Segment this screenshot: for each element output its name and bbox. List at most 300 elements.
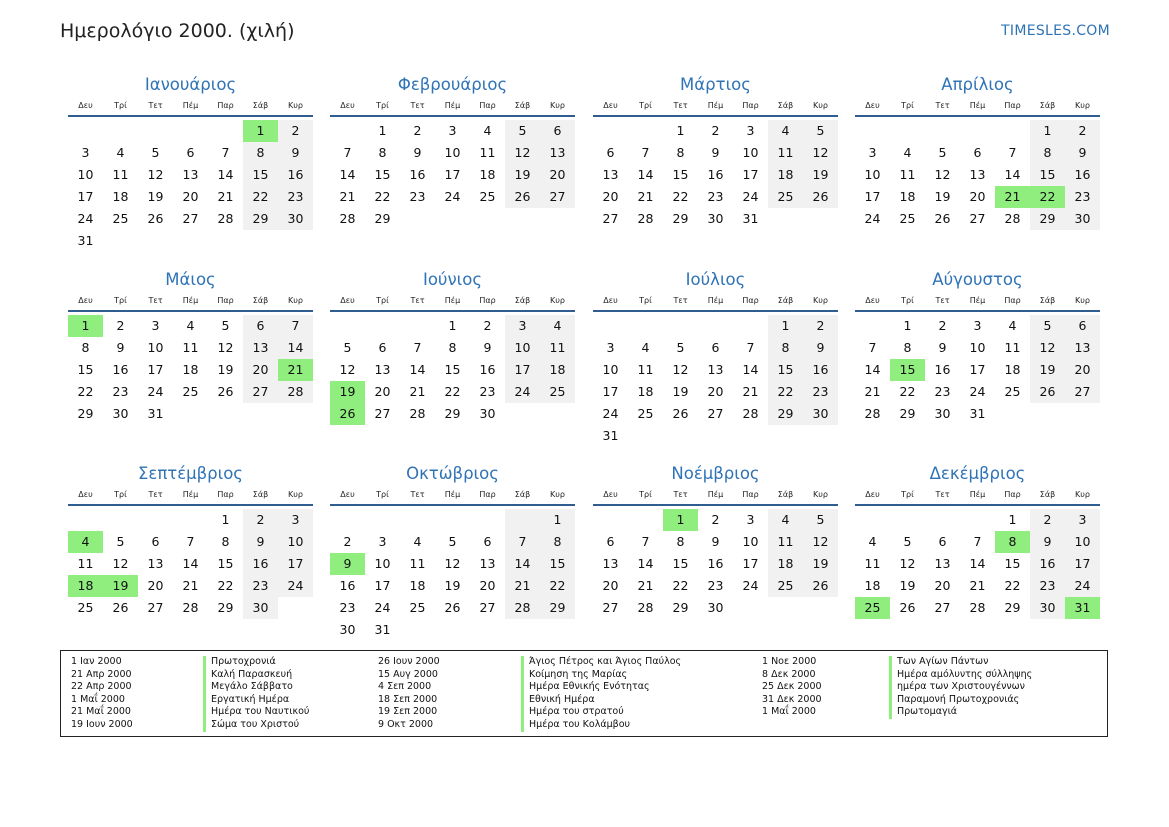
empty-cell xyxy=(855,315,890,337)
day-cell: 6 xyxy=(973,145,982,160)
weekday-label: Παρ xyxy=(1004,296,1021,305)
day-cell: 20 xyxy=(934,578,951,593)
day-cell: 27 xyxy=(243,381,278,403)
day-cell: 9 xyxy=(278,142,313,164)
days-grid xyxy=(68,315,313,425)
day-cell: 16 xyxy=(409,167,426,182)
day-cell: 11 xyxy=(768,531,803,553)
day-cell: 2 xyxy=(413,123,422,138)
page-title: Ημερολόγιο 2000. (χιλή) xyxy=(60,20,295,42)
day-cell: 30 xyxy=(1065,208,1100,230)
day-cell: 22 xyxy=(899,384,916,399)
empty-cell xyxy=(365,315,400,337)
weekday-header xyxy=(68,487,313,506)
day-cell: 3 xyxy=(746,123,755,138)
weekday-label: Τρί xyxy=(376,490,389,499)
day-cell: 25 xyxy=(77,600,94,615)
weekday-header xyxy=(330,293,575,312)
day-cell: 21 xyxy=(864,384,881,399)
day-cell: 30 xyxy=(707,600,724,615)
empty-cell xyxy=(925,509,960,531)
empty-cell xyxy=(103,509,138,531)
day-cell: 11 xyxy=(540,337,575,359)
weekday-label: Τετ xyxy=(148,101,163,110)
day-cell: 8 xyxy=(221,534,230,549)
empty-cell xyxy=(890,509,925,531)
day-cell: 28 xyxy=(278,381,313,403)
weekday-label: Κυρ xyxy=(813,101,828,110)
day-cell: 28 xyxy=(505,597,540,619)
legend-dates xyxy=(762,656,822,719)
day-cell: 18 xyxy=(899,189,916,204)
legend-date: 26 Ιουν 2000 xyxy=(378,656,440,667)
day-cell: 14 xyxy=(217,167,234,182)
weekday-label: Τρί xyxy=(639,296,652,305)
day-cell: 12 xyxy=(147,167,164,182)
day-cell: 13 xyxy=(602,167,619,182)
day-cell: 10 xyxy=(602,362,619,377)
weekday-label: Σάβ xyxy=(777,101,794,110)
empty-cell xyxy=(925,120,960,142)
days-grid xyxy=(593,315,838,447)
day-cell: 30 xyxy=(112,406,129,421)
day-cell: 13 xyxy=(934,556,951,571)
legend-holiday-name: Ημέρα του Ναυτικού xyxy=(203,706,309,719)
weekday-label: Σάβ xyxy=(252,101,269,110)
day-cell: 17 xyxy=(742,556,759,571)
weekday-label: Δευ xyxy=(865,101,880,110)
weekday-label: Τετ xyxy=(148,490,163,499)
holiday-day: 19 xyxy=(330,381,365,403)
day-cell: 15 xyxy=(444,362,461,377)
day-cell: 31 xyxy=(969,406,986,421)
weekday-header xyxy=(593,487,838,506)
weekday-label: Κυρ xyxy=(813,490,828,499)
day-cell: 27 xyxy=(707,406,724,421)
month-block xyxy=(593,74,838,230)
day-cell: 5 xyxy=(803,120,838,142)
day-cell: 8 xyxy=(676,145,685,160)
day-cell: 7 xyxy=(746,340,755,355)
day-cell: 5 xyxy=(448,534,457,549)
day-cell: 9 xyxy=(1065,142,1100,164)
day-cell: 12 xyxy=(112,556,129,571)
day-cell: 12 xyxy=(217,340,234,355)
day-cell: 20 xyxy=(1065,359,1100,381)
day-cell: 8 xyxy=(81,340,90,355)
day-cell: 15 xyxy=(768,359,803,381)
days-grid xyxy=(68,120,313,252)
day-cell: 31 xyxy=(742,211,759,226)
empty-cell xyxy=(470,509,505,531)
month-name: Απρίλιος xyxy=(941,75,1014,94)
day-cell: 13 xyxy=(479,556,496,571)
day-cell: 28 xyxy=(409,406,426,421)
empty-cell xyxy=(400,315,435,337)
day-cell: 31 xyxy=(374,622,391,637)
day-cell: 23 xyxy=(1030,575,1065,597)
day-cell: 21 xyxy=(742,384,759,399)
weekday-label: Δευ xyxy=(603,490,618,499)
weekday-label: Παρ xyxy=(742,490,759,499)
day-cell: 20 xyxy=(147,578,164,593)
day-cell: 27 xyxy=(182,211,199,226)
weekday-label: Τρί xyxy=(114,296,127,305)
holiday-day: 8 xyxy=(995,531,1030,553)
month-name: Σεπτέμβριος xyxy=(138,464,243,483)
weekday-label: Δευ xyxy=(78,101,93,110)
day-cell: 23 xyxy=(479,384,496,399)
day-cell: 10 xyxy=(1065,531,1100,553)
empty-cell xyxy=(995,120,1030,142)
day-cell: 21 xyxy=(182,578,199,593)
weekday-label: Σάβ xyxy=(777,296,794,305)
day-cell: 7 xyxy=(973,534,982,549)
day-cell: 14 xyxy=(278,337,313,359)
day-cell: 3 xyxy=(448,123,457,138)
day-cell: 9 xyxy=(413,145,422,160)
weekday-label: Τετ xyxy=(410,296,425,305)
weekday-label: Τρί xyxy=(639,101,652,110)
weekday-label: Κυρ xyxy=(1075,296,1090,305)
day-cell: 16 xyxy=(479,362,496,377)
day-cell: 19 xyxy=(934,189,951,204)
day-cell: 6 xyxy=(606,145,615,160)
legend-holiday-name: Καλή Παρασκευή xyxy=(203,669,309,682)
day-cell: 13 xyxy=(243,337,278,359)
day-cell: 26 xyxy=(112,600,129,615)
day-cell: 29 xyxy=(768,403,803,425)
holiday-day: 1 xyxy=(243,120,278,142)
weekday-label: Τρί xyxy=(114,490,127,499)
weekday-label: Τρί xyxy=(901,490,914,499)
day-cell: 4 xyxy=(868,534,877,549)
day-cell: 10 xyxy=(444,145,461,160)
day-cell: 2 xyxy=(278,120,313,142)
day-cell: 7 xyxy=(221,145,230,160)
day-cell: 21 xyxy=(409,384,426,399)
day-cell: 11 xyxy=(899,167,916,182)
day-cell: 30 xyxy=(243,597,278,619)
day-cell: 1 xyxy=(378,123,387,138)
day-cell: 16 xyxy=(707,167,724,182)
day-cell: 22 xyxy=(374,189,391,204)
day-cell: 18 xyxy=(540,359,575,381)
day-cell: 24 xyxy=(444,189,461,204)
holiday-day: 18 xyxy=(68,575,103,597)
day-cell: 9 xyxy=(711,534,720,549)
day-cell: 30 xyxy=(934,406,951,421)
day-cell: 31 xyxy=(602,428,619,443)
day-cell: 20 xyxy=(243,359,278,381)
day-cell: 28 xyxy=(637,211,654,226)
day-cell: 3 xyxy=(1065,509,1100,531)
day-cell: 30 xyxy=(1030,597,1065,619)
day-cell: 25 xyxy=(768,575,803,597)
day-cell: 24 xyxy=(505,381,540,403)
month-block xyxy=(68,463,313,619)
day-cell: 4 xyxy=(903,145,912,160)
day-cell: 22 xyxy=(672,189,689,204)
day-cell: 7 xyxy=(186,534,195,549)
day-cell: 2 xyxy=(711,512,720,527)
days-grid xyxy=(593,509,838,619)
month-name: Δεκέμβριος xyxy=(929,464,1026,483)
month-block xyxy=(593,269,838,447)
site-link[interactable]: TIMESLES.COM xyxy=(1001,23,1110,39)
day-cell: 18 xyxy=(1004,362,1021,377)
day-cell: 7 xyxy=(641,145,650,160)
day-cell: 28 xyxy=(637,600,654,615)
day-cell: 26 xyxy=(899,600,916,615)
day-cell: 17 xyxy=(77,189,94,204)
day-cell: 18 xyxy=(768,553,803,575)
legend-holiday-name: Μεγάλο Σάββατο xyxy=(203,681,309,694)
legend-holiday-name: Των Αγίων Πάντων xyxy=(889,656,1032,669)
day-cell: 24 xyxy=(864,211,881,226)
day-cell: 8 xyxy=(243,142,278,164)
day-cell: 9 xyxy=(483,340,492,355)
day-cell: 5 xyxy=(903,534,912,549)
month-block xyxy=(855,74,1100,230)
weekday-label: Πέμ xyxy=(969,101,986,110)
weekday-label: Δευ xyxy=(865,296,880,305)
empty-cell xyxy=(593,120,628,142)
month-name: Ιανουάριος xyxy=(144,75,237,94)
day-cell: 5 xyxy=(151,145,160,160)
weekday-label: Παρ xyxy=(217,296,234,305)
weekday-header xyxy=(330,98,575,117)
day-cell: 12 xyxy=(803,531,838,553)
day-cell: 18 xyxy=(479,167,496,182)
day-cell: 14 xyxy=(742,362,759,377)
day-cell: 25 xyxy=(112,211,129,226)
day-cell: 14 xyxy=(339,167,356,182)
day-cell: 17 xyxy=(505,359,540,381)
day-cell: 17 xyxy=(602,384,619,399)
day-cell: 19 xyxy=(217,362,234,377)
legend-holiday-name: Πρωτομαγιά xyxy=(889,706,1032,719)
weekday-label: Παρ xyxy=(1004,101,1021,110)
day-cell: 24 xyxy=(742,578,759,593)
day-cell: 2 xyxy=(343,534,352,549)
empty-cell xyxy=(628,315,663,337)
day-cell: 15 xyxy=(243,164,278,186)
day-cell: 29 xyxy=(217,600,234,615)
day-cell: 21 xyxy=(969,578,986,593)
day-cell: 20 xyxy=(602,189,619,204)
day-cell: 5 xyxy=(938,145,947,160)
day-cell: 31 xyxy=(77,233,94,248)
weekday-label: Τετ xyxy=(410,101,425,110)
holiday-day: 21 xyxy=(278,359,313,381)
empty-cell xyxy=(628,509,663,531)
day-cell: 15 xyxy=(540,553,575,575)
day-cell: 5 xyxy=(343,340,352,355)
day-cell: 14 xyxy=(409,362,426,377)
day-cell: 26 xyxy=(934,211,951,226)
day-cell: 6 xyxy=(186,145,195,160)
day-cell: 8 xyxy=(903,340,912,355)
day-cell: 2 xyxy=(711,123,720,138)
weekday-label: Τρί xyxy=(376,101,389,110)
day-cell: 13 xyxy=(540,142,575,164)
empty-cell xyxy=(505,509,540,531)
day-cell: 15 xyxy=(217,556,234,571)
day-cell: 5 xyxy=(1030,315,1065,337)
legend-date: 31 Δεκ 2000 xyxy=(762,693,822,705)
day-cell: 14 xyxy=(637,556,654,571)
empty-cell xyxy=(593,315,628,337)
days-grid xyxy=(330,315,575,425)
day-cell: 8 xyxy=(378,145,387,160)
weekday-label: Παρ xyxy=(479,296,496,305)
day-cell: 9 xyxy=(938,340,947,355)
day-cell: 20 xyxy=(182,189,199,204)
day-cell: 18 xyxy=(637,384,654,399)
day-cell: 2 xyxy=(1030,509,1065,531)
day-cell: 29 xyxy=(540,597,575,619)
empty-cell xyxy=(173,120,208,142)
month-block xyxy=(855,269,1100,425)
day-cell: 26 xyxy=(147,211,164,226)
day-cell: 3 xyxy=(606,340,615,355)
legend-holiday-name: Πρωτοχρονιά xyxy=(203,656,309,669)
day-cell: 29 xyxy=(1030,208,1065,230)
day-cell: 16 xyxy=(1065,164,1100,186)
day-cell: 15 xyxy=(672,167,689,182)
days-grid xyxy=(68,509,313,619)
weekday-label: Δευ xyxy=(340,296,355,305)
day-cell: 17 xyxy=(742,167,759,182)
day-cell: 22 xyxy=(672,578,689,593)
month-block xyxy=(68,74,313,252)
weekday-label: Τετ xyxy=(673,296,688,305)
day-cell: 12 xyxy=(672,362,689,377)
weekday-label: Σάβ xyxy=(514,296,531,305)
day-cell: 15 xyxy=(374,167,391,182)
day-cell: 29 xyxy=(374,211,391,226)
day-cell: 21 xyxy=(637,189,654,204)
day-cell: 17 xyxy=(1065,553,1100,575)
day-cell: 12 xyxy=(934,167,951,182)
day-cell: 11 xyxy=(409,556,426,571)
day-cell: 9 xyxy=(711,145,720,160)
weekday-label: Τρί xyxy=(376,296,389,305)
weekday-label: Πέμ xyxy=(182,101,199,110)
legend-date: 25 Δεκ 2000 xyxy=(762,681,822,693)
day-cell: 21 xyxy=(637,578,654,593)
day-cell: 3 xyxy=(973,318,982,333)
day-cell: 20 xyxy=(374,384,391,399)
day-cell: 8 xyxy=(448,340,457,355)
day-cell: 24 xyxy=(147,384,164,399)
day-cell: 14 xyxy=(1004,167,1021,182)
weekday-label: Παρ xyxy=(217,490,234,499)
weekday-label: Κυρ xyxy=(550,101,565,110)
day-cell: 10 xyxy=(77,167,94,182)
weekday-label: Δευ xyxy=(340,101,355,110)
day-cell: 23 xyxy=(339,600,356,615)
weekday-label: Κυρ xyxy=(813,296,828,305)
weekday-label: Πέμ xyxy=(182,490,199,499)
weekday-label: Δευ xyxy=(340,490,355,499)
day-cell: 26 xyxy=(505,186,540,208)
month-block xyxy=(330,74,575,230)
day-cell: 22 xyxy=(444,384,461,399)
day-cell: 6 xyxy=(243,315,278,337)
day-cell: 11 xyxy=(182,340,199,355)
day-cell: 10 xyxy=(147,340,164,355)
day-cell: 24 xyxy=(742,189,759,204)
day-cell: 20 xyxy=(540,164,575,186)
day-cell: 21 xyxy=(339,189,356,204)
month-name: Μάιος xyxy=(165,270,216,289)
day-cell: 16 xyxy=(278,164,313,186)
day-cell: 22 xyxy=(540,575,575,597)
day-cell: 23 xyxy=(707,578,724,593)
day-cell: 4 xyxy=(1008,318,1017,333)
legend-date: 21 Μαΐ 2000 xyxy=(71,706,131,718)
empty-cell xyxy=(890,120,925,142)
day-cell: 27 xyxy=(934,600,951,615)
legend-holiday-name: Παραμονή Πρωτοχρονιάς xyxy=(889,694,1032,707)
day-cell: 27 xyxy=(147,600,164,615)
day-cell: 23 xyxy=(243,575,278,597)
empty-cell xyxy=(330,120,365,142)
days-grid xyxy=(855,120,1100,230)
days-grid xyxy=(330,120,575,230)
weekday-header xyxy=(855,487,1100,506)
day-cell: 6 xyxy=(606,534,615,549)
day-cell: 4 xyxy=(540,315,575,337)
day-cell: 30 xyxy=(339,622,356,637)
day-cell: 2 xyxy=(1065,120,1100,142)
day-cell: 3 xyxy=(868,145,877,160)
empty-cell xyxy=(960,120,995,142)
day-cell: 11 xyxy=(637,362,654,377)
holiday-day: 4 xyxy=(68,531,103,553)
holiday-day: 31 xyxy=(1065,597,1100,619)
day-cell: 16 xyxy=(707,556,724,571)
day-cell: 14 xyxy=(182,556,199,571)
weekday-label: Δευ xyxy=(865,490,880,499)
day-cell: 15 xyxy=(1030,164,1065,186)
legend-date: 1 Μαΐ 2000 xyxy=(762,706,816,718)
day-cell: 7 xyxy=(505,531,540,553)
legend-date: 9 Οκτ 2000 xyxy=(378,718,434,730)
weekday-label: Πέμ xyxy=(182,296,199,305)
weekday-label: Τετ xyxy=(410,490,425,499)
day-cell: 18 xyxy=(768,164,803,186)
day-cell: 27 xyxy=(479,600,496,615)
day-cell: 18 xyxy=(409,578,426,593)
day-cell: 24 xyxy=(1065,575,1100,597)
day-cell: 27 xyxy=(1065,381,1100,403)
legend-date: 8 Δεκ 2000 xyxy=(762,668,816,680)
day-cell: 25 xyxy=(540,381,575,403)
day-cell: 5 xyxy=(116,534,125,549)
day-cell: 5 xyxy=(221,318,230,333)
month-name: Οκτώβριος xyxy=(406,464,499,483)
day-cell: 6 xyxy=(378,340,387,355)
day-cell: 29 xyxy=(444,406,461,421)
day-cell: 26 xyxy=(217,384,234,399)
day-cell: 13 xyxy=(147,556,164,571)
day-cell: 20 xyxy=(602,578,619,593)
day-cell: 3 xyxy=(278,509,313,531)
month-block xyxy=(855,463,1100,619)
